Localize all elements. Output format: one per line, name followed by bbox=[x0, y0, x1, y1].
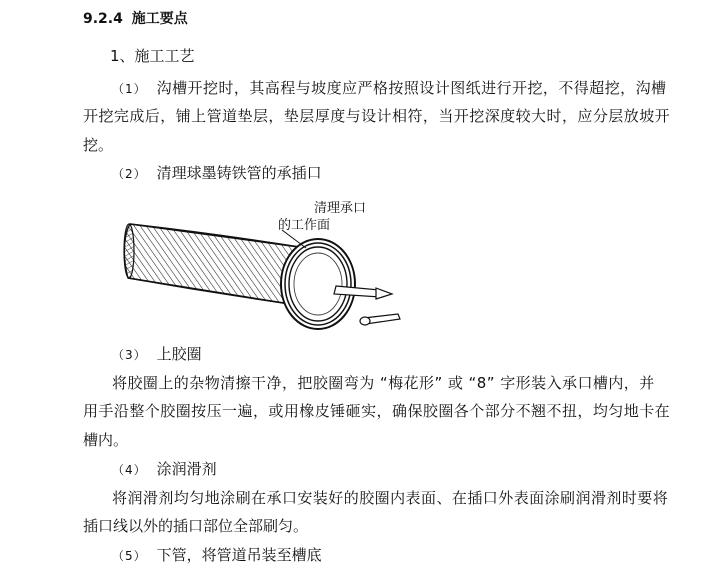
item-1-line-3: 挖。 bbox=[83, 136, 114, 154]
item-4-title: 涂润滑剂 bbox=[156, 460, 217, 478]
item-4-number: （4） bbox=[112, 463, 147, 477]
pipe-socket-figure bbox=[118, 186, 418, 338]
item-1-line-2: 开挖完成后，铺上管道垫层，垫层厚度与设计相符，当开挖深度较大时，应分层放坡开 bbox=[83, 107, 671, 125]
item-5-heading bbox=[112, 545, 322, 566]
item-3-line-1: 将胶圈上的杂物清擦干净，把胶圈弯为 “梅花形” 或 “8” 字形装入承口槽内，并 bbox=[112, 374, 655, 392]
section-title: 施工要点 bbox=[131, 11, 188, 27]
item-1-text: 沟槽开挖时，其高程与坡度应严格按照设计图纸进行开挖，不得超挖，沟槽 bbox=[156, 79, 667, 97]
item-1-number: （1） bbox=[112, 82, 147, 96]
item-2-number: （2） bbox=[112, 167, 147, 181]
item-2-title: 清理球墨铸铁管的承插口 bbox=[156, 164, 322, 182]
item-3-line-2: 用手沿整个胶圈按压一遍，或用橡皮锤砸实，确保胶圈各个部分不翘不扭，均匀地卡在 bbox=[83, 402, 671, 420]
item-4-line-1: 将润滑剂均匀地涂刷在承口安装好的胶圈内表面、在插口外表面涂刷润滑剂时要将 bbox=[112, 489, 669, 507]
item-3-heading bbox=[112, 344, 202, 365]
item-2-heading bbox=[112, 163, 322, 184]
item-3-number: （3） bbox=[112, 348, 147, 362]
subsection-title: 1、施工工艺 bbox=[110, 47, 195, 65]
figure-label-line-2: 的工作面 bbox=[278, 218, 331, 233]
pipe-illustration bbox=[118, 186, 418, 338]
item-4-line-2: 插口线以外的插口部位全部刷匀。 bbox=[83, 517, 309, 535]
section-heading bbox=[83, 9, 188, 29]
item-3-title: 上胶圈 bbox=[156, 345, 202, 363]
item-3-line-3: 槽内。 bbox=[83, 431, 129, 449]
item-1-line-1 bbox=[112, 78, 667, 99]
item-5-title: 下管，将管道吊装至槽底 bbox=[156, 546, 322, 564]
item-4-heading bbox=[112, 459, 217, 480]
section-number: 9.2.4 bbox=[83, 11, 123, 27]
item-5-number: （5） bbox=[112, 549, 147, 563]
figure-label-line-1: 清理承口 bbox=[314, 201, 367, 216]
